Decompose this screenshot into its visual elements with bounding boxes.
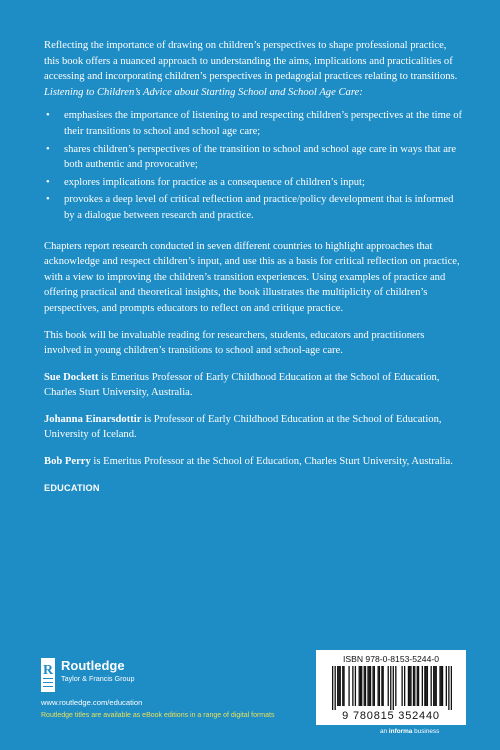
barcode-bar [338,666,339,706]
barcode-bar [388,666,389,706]
barcode-bar [367,666,368,706]
barcode-bar [424,666,425,706]
isbn-label: ISBN 978-0-8153-5244-0 [342,654,440,664]
barcode-bar [404,666,405,706]
barcode-bar [348,666,349,706]
barcode-bar [372,666,373,706]
bullet-icon: • [46,143,50,155]
barcode-bar [431,666,432,706]
svg-text:R: R [42,663,54,678]
barcode-bar [377,666,378,706]
barcode-icon [332,666,452,710]
publisher-name: Routledge [61,658,125,673]
informa-tagline: an informa business [380,728,440,735]
barcode-bar [383,666,384,706]
author-name: Johanna Einarsdottir [44,413,142,425]
informa-brand: informa [388,728,413,735]
barcode-bar [359,666,360,706]
barcode-bar [355,666,356,706]
bullet-list [44,108,464,223]
list-item: • explores implications for practice as a consequence of children’s input; [44,175,464,191]
author-name: Sue Dockett [44,371,99,383]
barcode-bar [409,666,410,706]
intro-book-title: Listening to Children’s Advice about Starting School and School Age Care: [44,86,363,98]
chapters-paragraph: Chapters report research conducted in seven different countries to highlight approaches that acknowledge and respect children’s input, and use this as a basis for critical reflection on practice, with a view to improving the children’s transition experiences. Using examples of practice and offering practical and theoretical insights, the book illustrates the multiplicity of children’s perspectives, and prompts educators to reflect on and critique practice. [44,240,460,314]
barcode-bar [410,666,411,706]
ebook-note: Routledge titles are available as eBook editions in a range of digital formats [41,712,275,719]
barcode-bar [427,666,428,706]
publisher-group: Taylor & Francis Group [61,674,135,683]
barcode-bar [365,666,366,706]
bullet-icon: • [46,176,50,188]
barcode-bar [413,666,414,706]
barcode-bar [393,666,394,710]
intro-paragraph [44,38,464,100]
barcode-bar [342,666,343,706]
barcode-bar [337,666,338,706]
barcode-box [316,650,466,725]
author-name: Bob Perry [44,456,91,468]
barcode-bar [340,666,341,706]
category-label: EDUCATION [44,482,100,493]
barcode-bar [379,666,380,706]
barcode-bar [369,666,370,706]
barcode-bar [390,666,391,710]
barcode-bar [434,666,435,706]
barcode-bar [439,666,440,706]
barcode-bar [408,666,409,706]
barcode-bar [352,666,353,706]
list-item: • emphasises the importance of listening to and respecting children’s perspectives at the time of their transitions to school and school age care; [46,110,463,137]
barcode-bar [418,666,419,706]
barcode-bar [335,666,336,710]
list-item: • provokes a deep level of critical reflection and practice/policy development that is informed by a dialogue between research and practice. [46,194,454,221]
bullet-icon: • [46,110,50,122]
intro-text: Reflecting the importance of drawing on children’s perspectives to shape professional practice, this book offers a nuanced approach to understanding the aims, implications and practicalities of accessing and incorporating children’s perspectives in pedagogial practices relating to transitions. [44,40,458,83]
barcode-bar [360,666,361,706]
barcode-bar [395,666,396,706]
barcode-bar [370,666,371,706]
barcode-bar [422,666,423,706]
barcode-digits: 9 780815 352440 [342,710,440,722]
bullet-icon: • [46,194,50,206]
blurb [44,38,464,496]
barcode-bar [442,666,443,706]
barcode-bar [374,666,375,706]
barcode-bar [433,666,434,706]
list-item: • shares children’s perspectives of the transition to school and school age care in ways that are both authentic and provocative; [46,143,457,171]
barcode-bar [343,666,344,706]
author-bio-perry: Bob Perry is Emeritus Professor at the School of Education, Charles Sturt University, Australia. [44,456,453,468]
author-bio-einarsdottir: Johanna Einarsdottir is Professor of Early Childhood Education at the School of Education, University of Iceland. [44,413,442,441]
barcode-bar [448,666,449,710]
barcode-bar [361,666,362,706]
barcode-bar [446,666,447,706]
author-bio-dockett: Sue Dockett is Emeritus Professor of Early Childhood Education at the School of Education, Charles Sturt University, Australia. [44,371,440,399]
publisher-block [41,658,241,707]
barcode-bar [401,666,402,706]
barcode-bar [414,666,415,706]
routledge-logo-icon [41,658,55,692]
barcode-bar [332,666,333,710]
barcode-bar [441,666,442,706]
barcode-bar [417,666,418,706]
publisher-url: www.routledge.com/education [41,698,143,707]
barcode-bar [451,666,452,710]
audience-paragraph: This book will be invaluable reading for researchers, students, educators and practitioners involved in young children’s transitions to school and school-age care. [44,329,425,357]
barcode-bar [381,666,382,706]
barcode-bar [364,666,365,706]
barcode-bar [425,666,426,706]
barcode-bar [436,666,437,706]
